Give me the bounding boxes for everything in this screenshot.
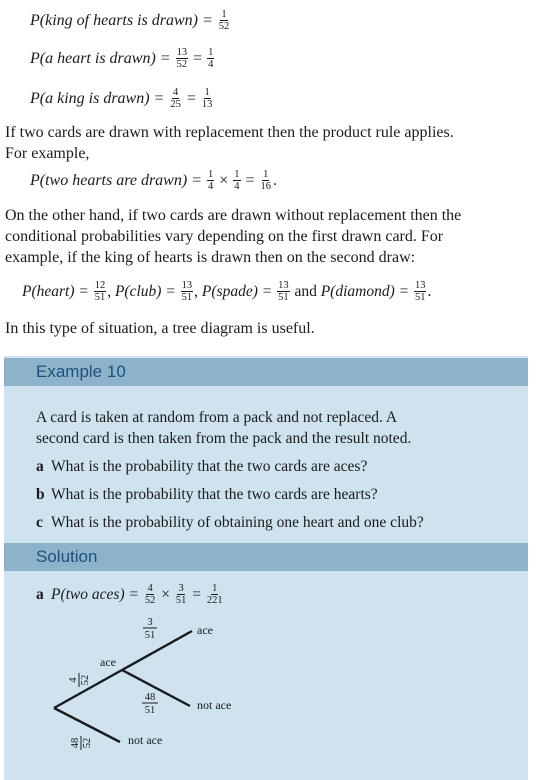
svg-text:48: 48 — [144, 692, 156, 703]
svg-text:51: 51 — [144, 630, 156, 641]
fraction: $\frac{13}{52}$ — [176, 47, 188, 71]
question-b: b What is the probability that the two cards are hearts? — [36, 486, 378, 503]
prob-first-not-ace — [70, 736, 93, 750]
label-second-ace: ace — [197, 623, 213, 637]
fraction: $\frac{13}{51}$ — [278, 280, 289, 304]
prob-first-ace — [68, 673, 91, 687]
fraction: $\frac{1}{4}$ — [208, 47, 214, 71]
fraction: $\frac{1}{16}$ — [260, 169, 272, 193]
fraction: $\frac{1}{52}$ — [218, 9, 230, 33]
fraction: $\frac{13}{51}$ — [414, 280, 426, 304]
svg-text:52: 52 — [82, 737, 93, 749]
tree-diagram — [4, 610, 528, 780]
fraction: $\frac{13}{51}$ — [181, 280, 193, 304]
fraction: $\frac{1}{221}$ — [206, 583, 223, 607]
example-box — [4, 356, 528, 780]
fraction: $\frac{12}{51}$ — [94, 280, 106, 304]
equation-two-hearts: P(two hearts are drawn) = $\frac{1}{4}$ × $\frac{1}{4}$ = $\frac{1}{16}$ . — [30, 169, 278, 193]
label-second-not-ace: not ace — [197, 698, 232, 712]
equation-king: P(a king is drawn) = $\frac{4}{25}$ = $\frac{1}{13}$ — [30, 87, 213, 111]
equation-lhs: P(king of hearts is drawn) = — [30, 12, 213, 30]
paragraph-replacement: If two cards are drawn with replacement then the product rule applies. For example, — [5, 124, 454, 162]
branch-second-not-ace — [122, 670, 190, 706]
equation-second-draw: P(heart) = $\frac{12}{51}$ , P(club) = $\frac{13}{51}$ , P(spade) = $\frac{13}{51}$ and P(diamond) = $\frac{13}{51}$ . — [22, 280, 432, 304]
fraction: $\frac{4}{25}$ — [170, 87, 181, 111]
prob-second-ace — [143, 617, 157, 641]
svg-text:52: 52 — [80, 674, 91, 686]
example-header — [4, 358, 528, 386]
svg-text:48: 48 — [70, 737, 81, 749]
solution-title: Solution — [36, 547, 98, 566]
label-first-ace: ace — [100, 655, 116, 669]
branch-first-not-ace — [54, 708, 120, 742]
equation-king-of-hearts — [30, 10, 231, 33]
fraction: $\frac{3}{51}$ — [175, 583, 187, 607]
label-first-not-ace: not ace — [128, 733, 163, 747]
fraction: $\frac{1}{4}$ — [207, 169, 214, 193]
paragraph-without-replacement: On the other hand, if two cards are drawn without replacement then the conditional probabilities vary depending on the first drawn card. For example, if the king of hearts is drawn then on the second draw: — [5, 207, 462, 266]
solution-header — [4, 543, 528, 571]
equation-lhs: P(a king is drawn) = — [30, 90, 165, 108]
equation-lhs: P(two hearts are drawn) = — [30, 172, 202, 190]
question-a: a What is the probability that the two cards are aces? — [36, 458, 368, 475]
fraction: $\frac{1}{13}$ — [201, 87, 213, 111]
fraction: $\frac{4}{52}$ — [144, 583, 156, 607]
prob-second-not-ace — [142, 692, 158, 716]
branch-second-ace — [122, 631, 192, 670]
svg-text:3: 3 — [147, 617, 153, 628]
equation-lhs: P(a heart is drawn) = — [30, 50, 171, 68]
equation-heart: P(a heart is drawn) = $\frac{13}{52}$ = $\frac{1}{4}$ — [30, 47, 214, 71]
paragraph-tree-diagram: In this type of situation, a tree diagram is useful. — [5, 320, 315, 337]
svg-text:4: 4 — [68, 677, 79, 683]
svg-text:51: 51 — [144, 705, 156, 716]
example-title: Example 10 — [36, 362, 126, 381]
question-c: c What is the probability of obtaining one heart and one club? — [36, 514, 424, 531]
solution-a: a P(two aces) = $\frac{4}{52}$ × $\frac{3}{51}$ = $\frac{1}{221}$ — [36, 583, 223, 607]
fraction: $\frac{1}{4}$ — [234, 169, 240, 193]
example-intro: A card is taken at random from a pack and not replaced. A second card is then taken from the pack and the result noted. — [36, 409, 412, 447]
